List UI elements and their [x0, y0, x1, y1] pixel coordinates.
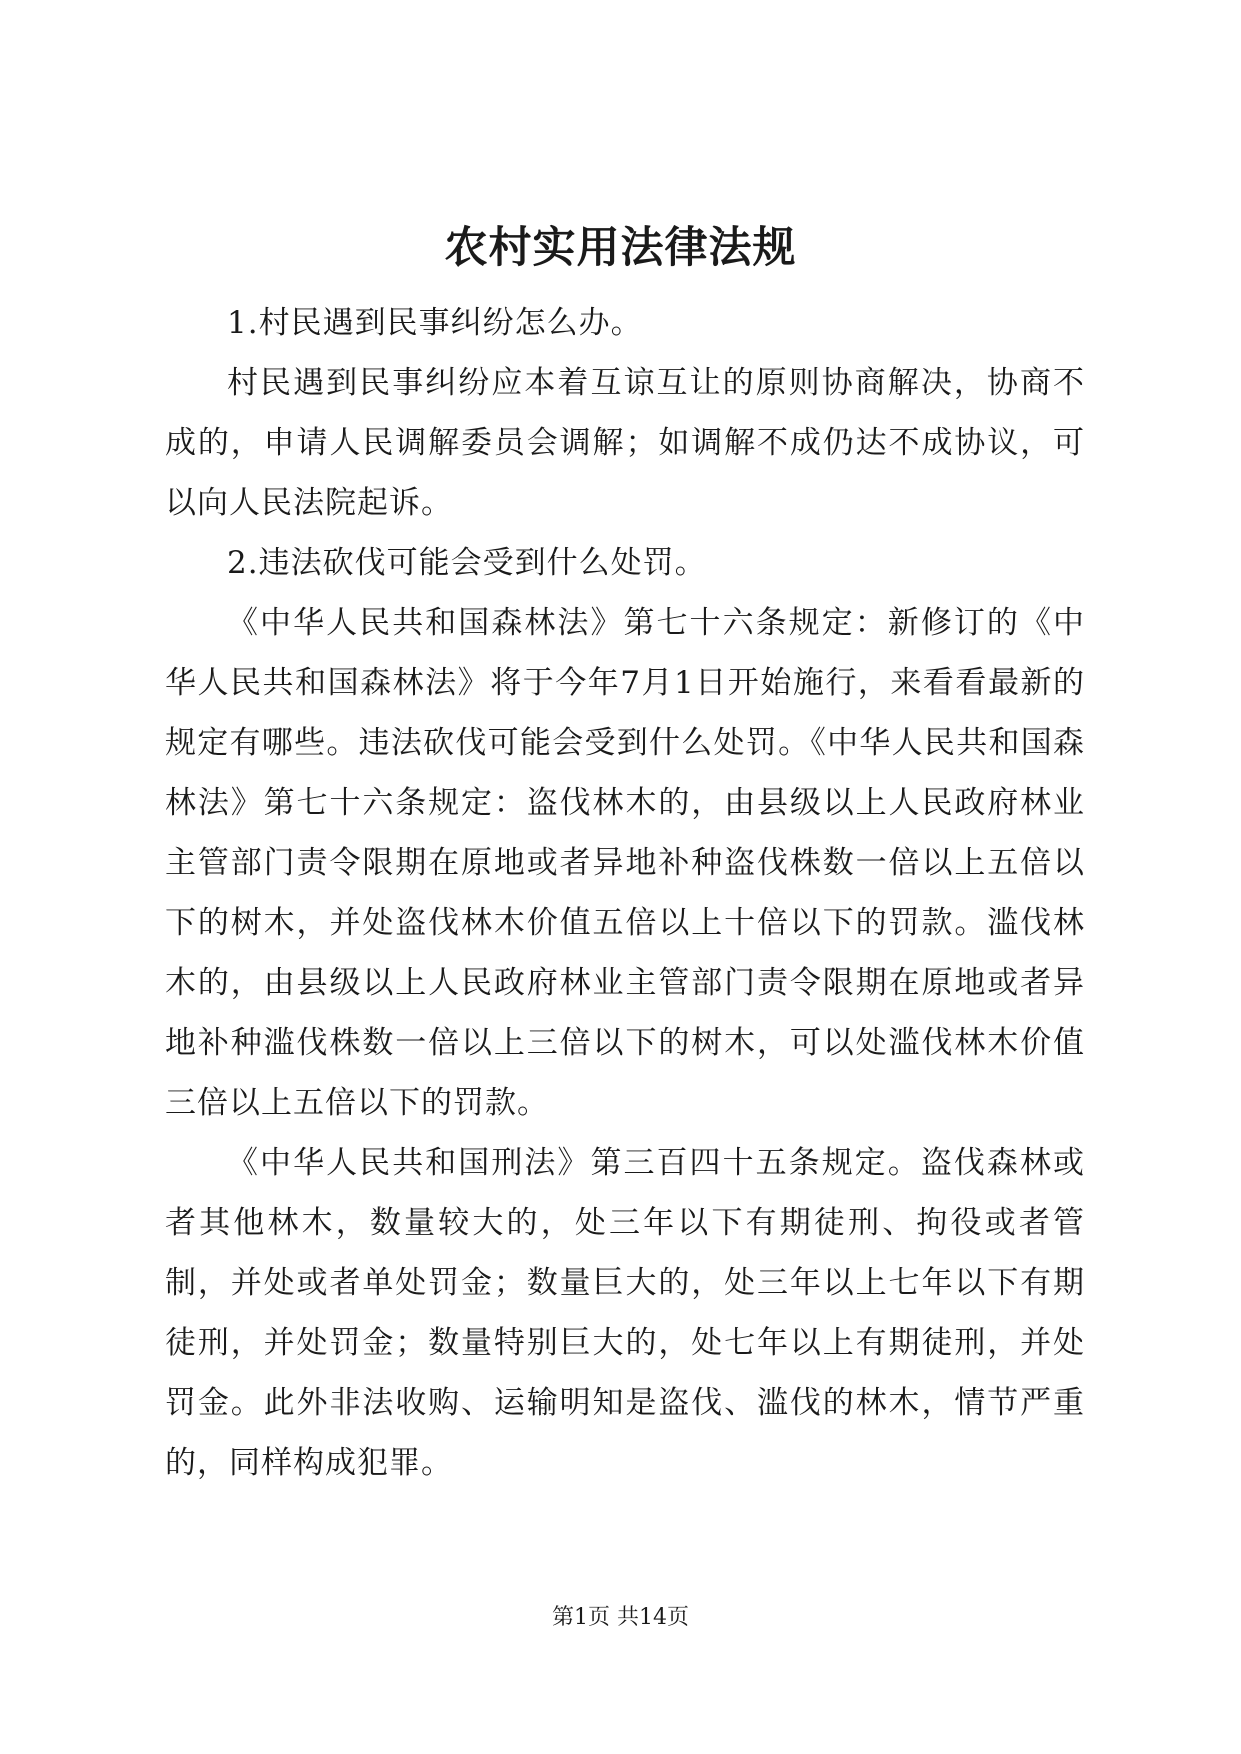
paragraph-forest-law: 《中华人民共和国森林法》第七十六条规定：新修订的《中华人民共和国森林法》将于今年7月1日开始施行，来看看最新的规定有哪些。违法砍伐可能会受到什么处罚。《中华人民共和国森林法》第七十六条规定：盗伐林木的，由县级以上人民政府林业主管部门责令限期在原地或者异地补种盗伐株数一倍以上五倍以下的树木，并处盗伐林木价值五倍以上十倍以下的罚款。滥伐林木的，由县级以上人民政府林业主管部门责令限期在原地或者异地补种滥伐株数一倍以上三倍以下的树木，可以处滥伐林木价值三倍以上五倍以下的罚款。	[165, 605, 1085, 1121]
paragraph-question-2: 2.违法砍伐可能会受到什么处罚。	[227, 545, 707, 581]
document-title: 农村实用法律法规	[444, 223, 797, 273]
paragraph-question-1: 1.村民遇到民事纠纷怎么办。	[227, 305, 643, 341]
paragraph-criminal-law: 《中华人民共和国刑法》第三百四十五条规定。盗伐森林或者其他林木，数量较大的，处三年以下有期徒刑、拘役或者管制，并处或者单处罚金；数量巨大的，处三年以上七年以下有期徒刑，并处罚金；数量特别巨大的，处七年以上有期徒刑，并处罚金。此外非法收购、运输明知是盗伐、滥伐的林木，情节严重的，同样构成犯罪。	[165, 1145, 1085, 1481]
document-body	[165, 293, 1085, 1493]
page-number-footer: 第1页 共14页	[552, 1605, 689, 1630]
paragraph-answer-1: 村民遇到民事纠纷应本着互谅互让的原则协商解决，协商不成的，申请人民调解委员会调解；如调解不成仍达不成协议，可以向人民法院起诉。	[165, 365, 1085, 521]
